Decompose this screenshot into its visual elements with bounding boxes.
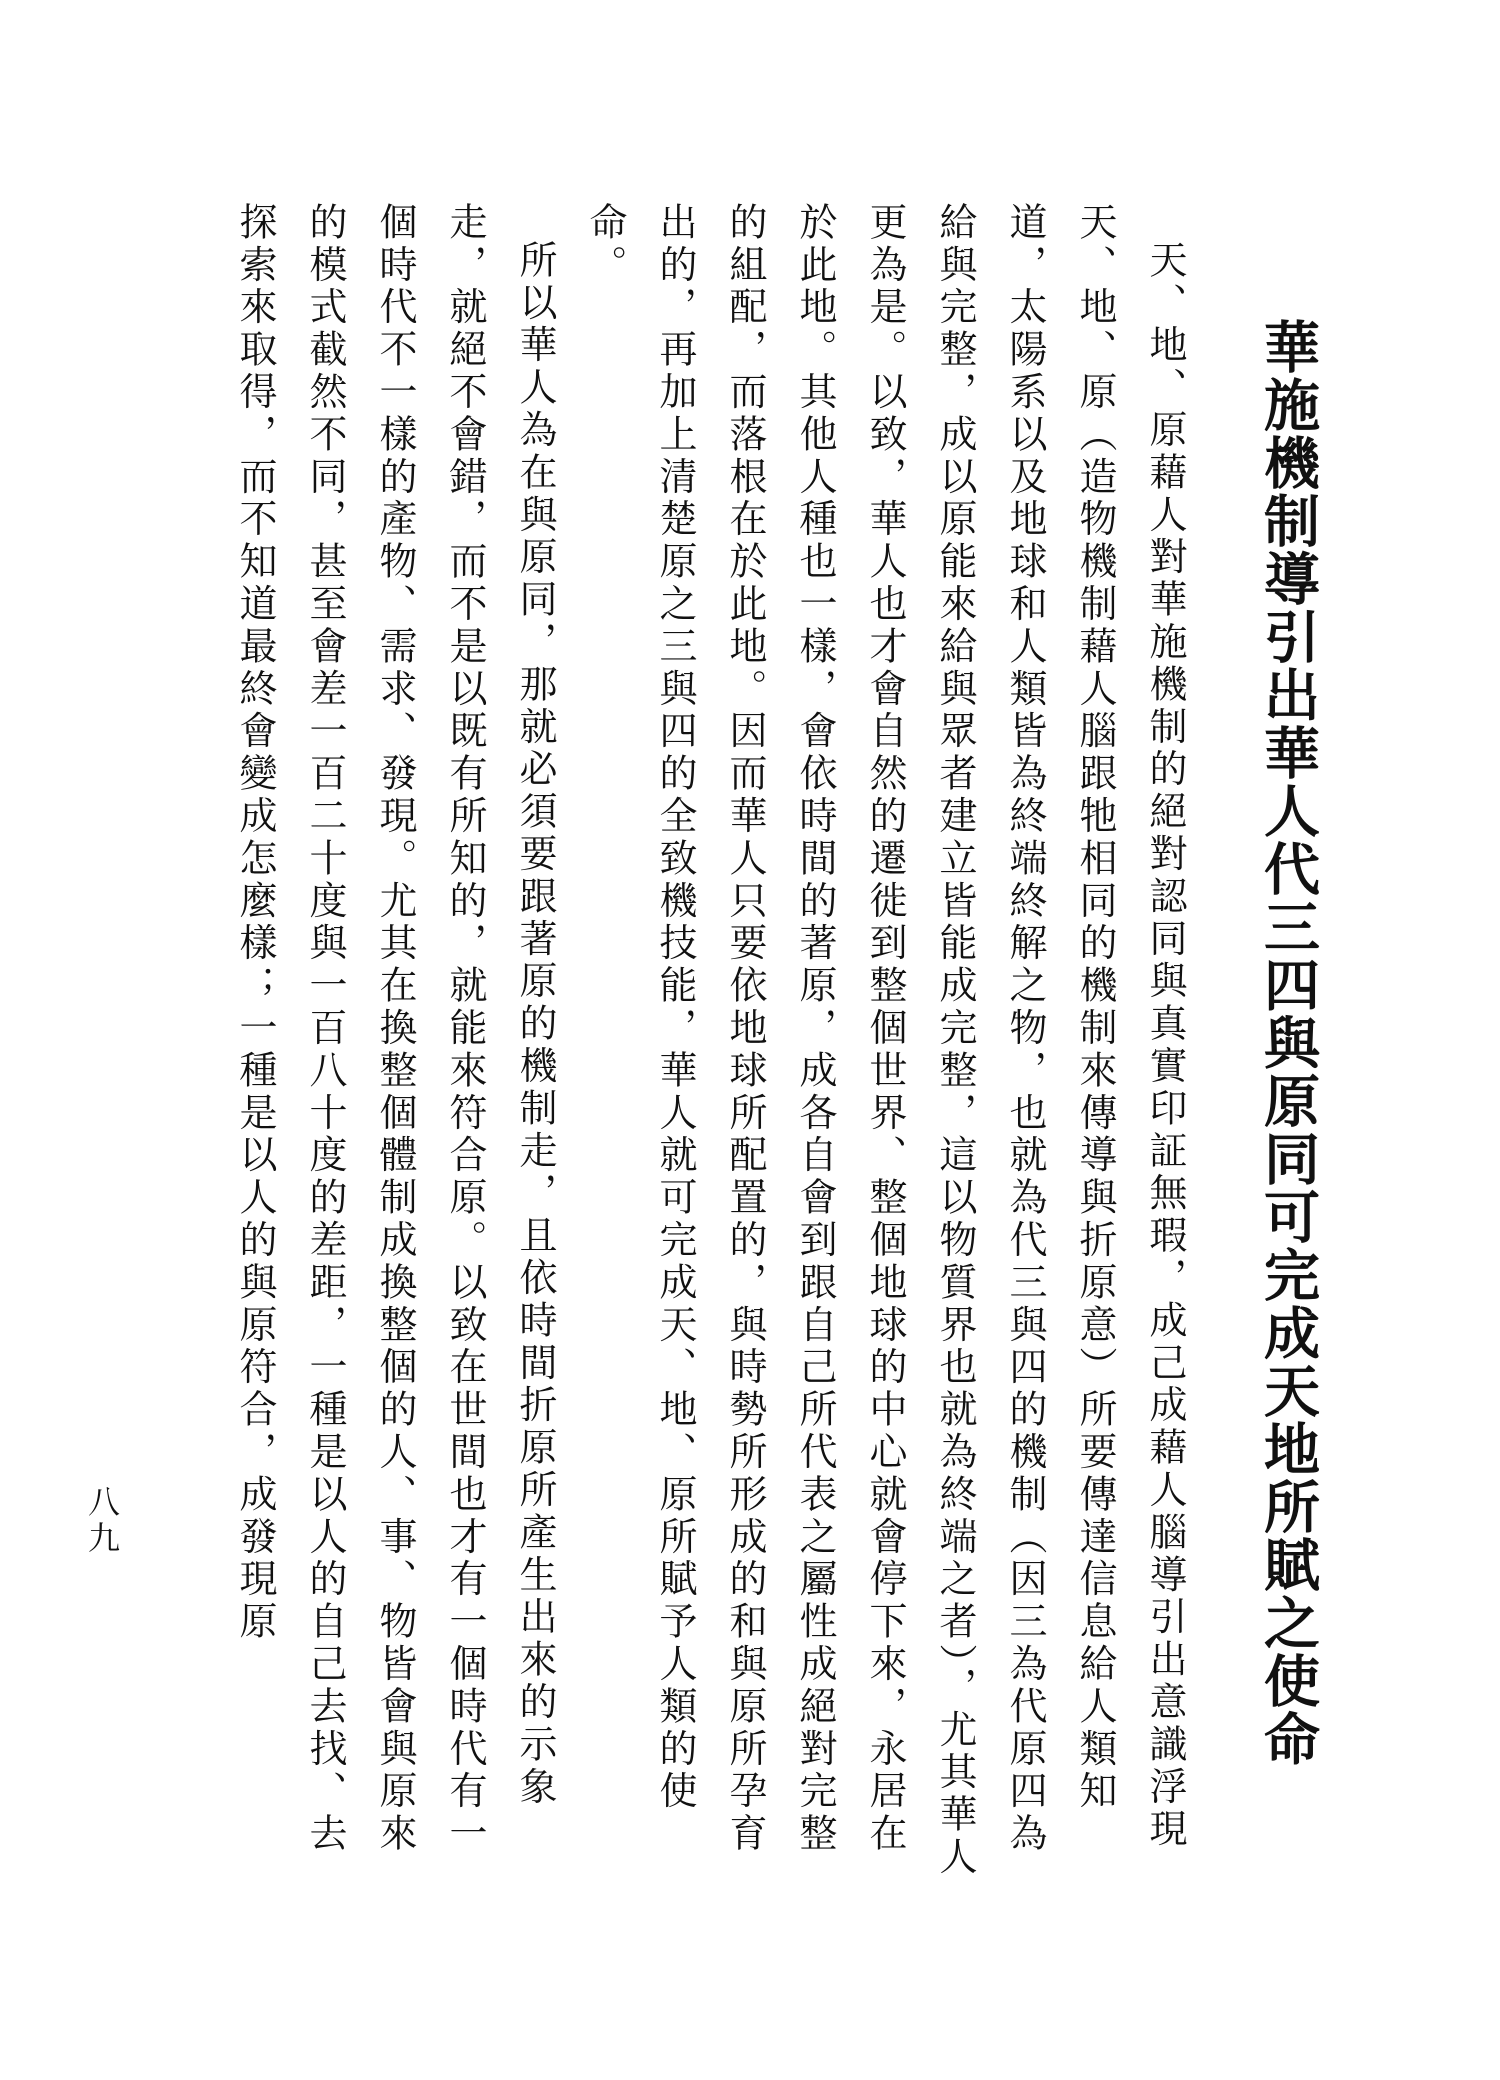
paragraph: 天、地、原藉人對華施機制的絕對認同與真實印証無瑕，成己成藉人腦導引出意識浮現天、地、原（造物機制藉人腦跟牠相同的機制來傳導與折原意）所要傳達信息給人類知道，太陽系以及地球和人類皆為終端終解之物，也就為代三與四的機制（因三為代原四為給與完整，成以原能來給與眾者建立皆能成完整，這以物質界也就為終端之者），尤其華人更為是。以致，華人也才會自然的遷徙到整個世界、整個地球的中心就會停下來，永居在於此地。其他人種也一樣，會依時間的著原，成各自會到跟自己所代表之屬性成絕對完整的組配，而落根在於此地。因而華人只要依地球所配置的，與時勢所形成的和與原所孕育出的，再加上清楚原之三與四的全致機技能，華人就可完成天、地、原所賦予人類的使命。 xyxy=(583,202,1187,1879)
paragraph: 所以華人為在與原同，那就必須要跟著原的機制走，且依時間折原所產生出來的示象走，就絕不會錯，而不是以既有所知的，就能來符合原。以致在世間也才有一個時代有一個時代不一樣的產物、需求、發現。尤其在換整個體制成換整個的人、事、物皆會與原來的模式截然不同，甚至會差一百二十度與一百八十度的差距，一種是以人的自己去找、去探索來取得，而不知道最終會變成怎麼樣；一種是以人的與原符合，成發現原 xyxy=(233,202,557,1856)
body-text xyxy=(150,202,1200,1892)
page-number: 八九 xyxy=(83,1485,121,1557)
page-title: 華施機制導引出華人代三四與原同可完成天地所賦之使命 xyxy=(1255,318,1321,1768)
